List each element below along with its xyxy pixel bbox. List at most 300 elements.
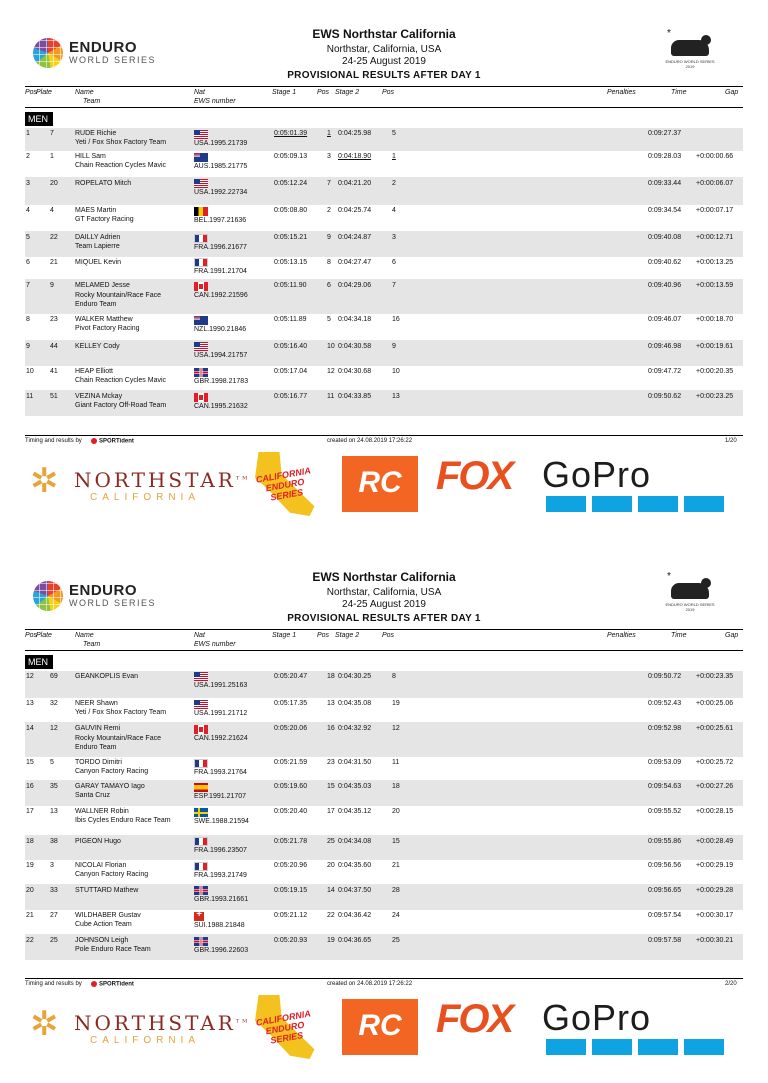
cell-gap: +0:00:13.25 (696, 259, 734, 266)
col-time: Time (671, 632, 687, 639)
flag-aus-icon (194, 153, 208, 162)
table-row (25, 232, 743, 257)
cell-pos: 22 (26, 937, 34, 944)
cell-stage2-time: 0:04:34.08 (338, 838, 372, 845)
column-headers (25, 629, 743, 651)
cell-gap: +0:00:29.19 (696, 862, 734, 869)
cell-ews-number: FRA.1993.21764 (194, 769, 247, 776)
cell-team: GT Factory Racing (75, 216, 134, 223)
page-header (0, 543, 768, 635)
cell-plate: 4 (50, 207, 54, 214)
flag-fra-icon (194, 862, 208, 871)
col-plate: Plate (36, 89, 52, 96)
cell-plate: 12 (50, 725, 58, 732)
cell-stage1-pos: 9 (327, 234, 331, 241)
flag-usa-icon (194, 700, 208, 709)
cell-name: GAUVIN Remi (75, 725, 121, 732)
cell-total-time: 0:09:46.98 (648, 343, 682, 350)
cell-team: Rocky Mountain/Race Face Enduro Team (75, 292, 161, 308)
table-row (25, 314, 743, 341)
cell-pos: 13 (26, 700, 34, 707)
page-header (0, 0, 768, 92)
flag-fra-icon (194, 234, 208, 243)
cell-stage2-pos: 18 (392, 783, 400, 790)
cell-pos: 15 (26, 759, 34, 766)
flag-fra-icon (194, 837, 208, 846)
table-row (25, 860, 743, 885)
sportident-text: SPORTident (99, 438, 134, 445)
cell-pos: 3 (26, 180, 30, 187)
fox-logo: FOX (436, 454, 513, 498)
cell-team: Yeti / Fox Shox Factory Team (75, 709, 167, 716)
table-row (25, 178, 743, 205)
table-row (25, 836, 743, 860)
cell-team: Rocky Mountain/Race Face Enduro Team (75, 735, 161, 751)
cell-pos: 10 (26, 368, 34, 375)
cell-total-time: 0:09:50.72 (648, 673, 682, 680)
cell-pos: 12 (26, 673, 34, 680)
cell-stage2-time: 0:04:18.90 (338, 153, 372, 160)
cell-stage1-pos: 22 (327, 912, 335, 919)
cell-total-time: 0:09:40.08 (648, 234, 682, 241)
cell-stage1-pos: 23 (327, 759, 335, 766)
cell-ews-number: BEL.1997.21636 (194, 217, 247, 224)
cell-team: Canyon Factory Racing (75, 768, 149, 775)
cell-stage1-time: 0:05:16.77 (274, 393, 308, 400)
table-row (25, 205, 743, 232)
results-page-1 (0, 0, 768, 540)
cell-plate: 25 (50, 937, 58, 944)
cell-gap: +0:00:06.07 (696, 180, 734, 187)
cell-pos: 4 (26, 207, 30, 214)
cell-name: VEZINA Mckay (75, 393, 123, 400)
results-table (25, 128, 743, 416)
flag-fra-icon (194, 759, 208, 768)
cell-stage2-pos: 11 (392, 759, 400, 766)
cell-stage2-pos: 28 (392, 887, 400, 894)
cell-ews-number: GBR.1993.21661 (194, 896, 249, 903)
cell-stage1-time: 0:05:13.15 (274, 259, 308, 266)
col-pos: Pos (25, 632, 38, 639)
race-face-logo: RC (342, 999, 418, 1055)
cell-total-time: 0:09:57.58 (648, 937, 682, 944)
flag-can-icon (194, 282, 208, 291)
cell-ews-number: CAN.1995.21632 (194, 403, 248, 410)
table-row (25, 671, 743, 698)
event-dates: 24-25 August 2019 (342, 599, 426, 610)
cell-stage1-time: 0:05:17.35 (274, 700, 308, 707)
results-table (25, 671, 743, 960)
col-pos2: Pos (382, 89, 395, 96)
table-row (25, 723, 743, 757)
flag-gbr-icon (194, 937, 208, 946)
cell-gap: +0:00:28.15 (696, 808, 734, 815)
col-gap: Gap (725, 89, 739, 96)
california-bear-badge-icon (662, 30, 718, 68)
cell-stage2-pos: 20 (392, 808, 400, 815)
cell-total-time: 0:09:46.07 (648, 316, 682, 323)
col-ews: EWS number (194, 98, 236, 105)
footer-created: created on 24.08.2019 17:26:22 (327, 981, 413, 987)
cell-pos: 9 (26, 343, 30, 350)
cell-stage1-time: 0:05:20.96 (274, 862, 308, 869)
cell-ews-number: FRA.1991.21704 (194, 268, 247, 275)
cell-total-time: 0:09:47.72 (648, 368, 682, 375)
cell-stage2-time: 0:04:30.58 (338, 343, 372, 350)
col-pos: Pos (25, 89, 38, 96)
cell-stage1-time: 0:05:21.12 (274, 912, 308, 919)
cell-pos: 20 (26, 887, 34, 894)
flag-bel-icon (194, 207, 208, 216)
cell-gap: +0:00:25.06 (696, 700, 734, 707)
cell-name: MELAMED Jesse (75, 282, 130, 289)
cell-name: TORDO Dimitri (75, 759, 122, 766)
cell-gap: +0:00:12.71 (696, 234, 734, 241)
cell-stage2-pos: 6 (392, 259, 396, 266)
cell-stage1-pos: 7 (327, 180, 331, 187)
cell-gap: +0:00:00.66 (696, 153, 734, 160)
cell-stage1-pos: 12 (327, 368, 335, 375)
col-pos1: Pos (317, 89, 330, 96)
logo-text: ENDURO (69, 582, 138, 599)
cell-pos: 11 (26, 393, 34, 400)
cell-stage1-time: 0:05:11.89 (274, 316, 307, 323)
table-row (25, 366, 743, 391)
cell-stage1-time: 0:05:20.06 (274, 725, 308, 732)
gopro-logo: GoPro (542, 454, 738, 514)
cell-ews-number: FRA.1993.21749 (194, 872, 247, 879)
results-subtitle: PROVISIONAL RESULTS AFTER DAY 1 (287, 613, 481, 624)
table-row (25, 257, 743, 280)
cell-gap: +0:00:07.17 (696, 207, 734, 214)
page-footer (25, 978, 743, 988)
table-row (25, 910, 743, 935)
col-stage1: Stage 1 (272, 89, 297, 96)
table-row (25, 806, 743, 836)
col-stage1: Stage 1 (272, 632, 297, 639)
cell-stage1-pos: 13 (327, 700, 335, 707)
cell-stage1-pos: 16 (327, 725, 335, 732)
sponsor-banner (30, 448, 740, 520)
cell-stage1-time: 0:05:09.13 (274, 153, 308, 160)
cell-team: Yeti / Fox Shox Factory Team (75, 139, 167, 146)
page-title: EWS Northstar California (312, 27, 456, 41)
cell-plate: 33 (50, 887, 58, 894)
cell-name: GEANKOPLIS Evan (75, 673, 139, 680)
california-bear-badge-icon (662, 573, 718, 611)
cell-stage1-pos: 8 (327, 259, 331, 266)
cell-stage1-time: 0:05:08.80 (274, 207, 308, 214)
col-team: Team (83, 98, 101, 105)
table-row (25, 280, 743, 314)
california-enduro-series-logo: CALIFORNIA ENDURO SERIES (238, 991, 330, 1061)
cell-name: WILDHABER Gustav (75, 912, 141, 919)
cell-stage2-time: 0:04:35.12 (338, 808, 372, 815)
cell-plate: 5 (50, 759, 54, 766)
col-penalties: Penalties (607, 89, 636, 96)
cell-stage2-pos: 19 (392, 700, 400, 707)
snowflake-icon: ✲ (30, 462, 59, 500)
cell-team: Pole Enduro Race Team (75, 946, 151, 953)
cell-stage2-time: 0:04:36.65 (338, 937, 372, 944)
cell-ews-number: SWE.1988.21594 (194, 818, 249, 825)
col-time: Time (671, 89, 687, 96)
badge-star: * (667, 28, 671, 39)
cell-stage2-time: 0:04:25.74 (338, 207, 372, 214)
cell-pos: 19 (26, 862, 34, 869)
cell-ews-number: FRA.1996.23507 (194, 847, 247, 854)
section-label: MEN (25, 655, 53, 669)
table-row (25, 781, 743, 806)
flag-can-icon (194, 393, 208, 402)
california-enduro-series-logo: CALIFORNIA ENDURO SERIES (238, 448, 330, 518)
cell-gap: +0:00:18.70 (696, 316, 734, 323)
cell-stage2-time: 0:04:35.60 (338, 862, 372, 869)
cell-name: HEAP Elliott (75, 368, 113, 375)
table-row (25, 341, 743, 366)
flag-esp-icon (194, 783, 208, 792)
column-headers (25, 86, 743, 108)
cell-stage2-pos: 9 (392, 343, 396, 350)
cell-plate: 51 (50, 393, 58, 400)
cell-name: STUTTARD Mathew (75, 887, 139, 894)
cell-stage1-time: 0:05:19.15 (274, 887, 308, 894)
cell-stage2-pos: 21 (392, 862, 400, 869)
cell-ews-number: AUS.1985.21775 (194, 163, 248, 170)
table-row (25, 128, 743, 151)
col-pos1: Pos (317, 632, 330, 639)
cell-pos: 17 (26, 808, 34, 815)
cell-plate: 38 (50, 838, 58, 845)
cell-stage2-pos: 24 (392, 912, 400, 919)
cell-team: Giant Factory Off-Road Team (75, 402, 167, 409)
cell-total-time: 0:09:52.98 (648, 725, 682, 732)
cell-stage1-pos: 11 (327, 393, 335, 400)
cell-name: DAILLY Adrien (75, 234, 121, 241)
cell-gap: +0:00:30.17 (696, 912, 734, 919)
page-title: EWS Northstar California (312, 570, 456, 584)
cell-pos: 16 (26, 783, 34, 790)
cell-total-time: 0:09:33.44 (648, 180, 682, 187)
cell-plate: 23 (50, 316, 58, 323)
cell-stage2-time: 0:04:32.92 (338, 725, 372, 732)
table-row (25, 391, 743, 416)
fox-logo: FOX (436, 997, 513, 1041)
flag-fra-icon (194, 258, 208, 267)
cell-total-time: 0:09:50.62 (648, 393, 682, 400)
cell-stage2-time: 0:04:21.20 (338, 180, 372, 187)
cell-total-time: 0:09:27.37 (648, 130, 682, 137)
cell-plate: 27 (50, 912, 58, 919)
cell-stage2-pos: 4 (392, 207, 396, 214)
cell-plate: 7 (50, 130, 54, 137)
cell-stage2-time: 0:04:25.98 (338, 130, 372, 137)
cell-stage1-pos: 3 (327, 153, 331, 160)
flag-usa-icon (194, 179, 208, 188)
cell-stage1-pos: 10 (327, 343, 335, 350)
logo-subtext: WORLD SERIES (69, 55, 157, 65)
results-subtitle: PROVISIONAL RESULTS AFTER DAY 1 (287, 70, 481, 81)
cell-plate: 35 (50, 783, 58, 790)
cell-stage2-pos: 2 (392, 180, 396, 187)
cell-stage1-time: 0:05:12.24 (274, 180, 308, 187)
cell-stage1-pos: 2 (327, 207, 331, 214)
col-penalties: Penalties (607, 632, 636, 639)
cell-total-time: 0:09:52.43 (648, 700, 682, 707)
flag-can-icon (194, 725, 208, 734)
badge-caption: ENDURO WORLD SERIES 2019 (665, 59, 715, 69)
cell-stage2-time: 0:04:37.50 (338, 887, 372, 894)
cell-ews-number: CAN.1992.21596 (194, 292, 248, 299)
cell-gap: +0:00:25.72 (696, 759, 734, 766)
cell-team: Canyon Factory Racing (75, 871, 149, 878)
flag-gbr-icon (194, 886, 208, 895)
cell-stage2-pos: 8 (392, 673, 396, 680)
footer-timing: Timing and results by (25, 981, 82, 987)
logo-subtext: WORLD SERIES (69, 598, 157, 608)
cell-name: RUDE Richie (75, 130, 117, 137)
cell-team: Santa Cruz (75, 792, 111, 799)
snowflake-icon: ✲ (30, 1005, 59, 1043)
cell-gap: +0:00:20.35 (696, 368, 734, 375)
cell-gap: +0:00:29.28 (696, 887, 734, 894)
cell-stage1-pos: 25 (327, 838, 335, 845)
cell-total-time: 0:09:56.65 (648, 887, 682, 894)
table-row (25, 885, 743, 910)
cell-plate: 32 (50, 700, 58, 707)
cell-plate: 22 (50, 234, 58, 241)
col-gap: Gap (725, 632, 739, 639)
footer-created: created on 24.08.2019 17:26:22 (327, 438, 413, 444)
cell-ews-number: USA.1991.21712 (194, 710, 248, 717)
cell-total-time: 0:09:56.56 (648, 862, 682, 869)
cell-stage1-time: 0:05:20.47 (274, 673, 308, 680)
cell-stage1-pos: 15 (327, 783, 335, 790)
northstar-logo: ✲ NORTHSTAR™ CALIFORNIA (30, 1005, 251, 1046)
col-stage2: Stage 2 (335, 632, 360, 639)
cell-stage1-pos: 18 (327, 673, 335, 680)
col-nat: Nat (194, 89, 205, 96)
cell-stage1-pos: 1 (327, 130, 331, 137)
cell-total-time: 0:09:57.54 (648, 912, 682, 919)
cell-total-time: 0:09:55.86 (648, 838, 682, 845)
table-row (25, 698, 743, 723)
col-nat: Nat (194, 632, 205, 639)
cell-plate: 1 (50, 153, 54, 160)
cell-stage2-time: 0:04:31.50 (338, 759, 372, 766)
cell-stage1-time: 0:05:11.90 (274, 282, 307, 289)
cell-stage1-time: 0:05:01.39 (274, 130, 308, 137)
cell-plate: 41 (50, 368, 58, 375)
table-row (25, 757, 743, 781)
sponsor-banner (30, 991, 740, 1063)
flag-usa-icon (194, 130, 208, 139)
footer-page-number: 1/20 (725, 438, 737, 444)
cell-pos: 8 (26, 316, 30, 323)
cell-plate: 9 (50, 282, 54, 289)
cell-total-time: 0:09:55.52 (648, 808, 682, 815)
cell-stage2-time: 0:04:33.85 (338, 393, 372, 400)
cell-ews-number: USA.1994.21757 (194, 352, 248, 359)
col-name: Name (75, 89, 94, 96)
sportident-icon (91, 438, 97, 444)
cell-total-time: 0:09:34.54 (648, 207, 682, 214)
cell-pos: 14 (26, 725, 34, 732)
cell-name: WALKER Matthew (75, 316, 133, 323)
cell-total-time: 0:09:53.09 (648, 759, 682, 766)
col-stage2: Stage 2 (335, 89, 360, 96)
cell-team: Pivot Factory Racing (75, 325, 140, 332)
cell-gap: +0:00:27.26 (696, 783, 734, 790)
cell-gap: +0:00:23.35 (696, 673, 734, 680)
flag-gbr-icon (194, 368, 208, 377)
cell-plate: 44 (50, 343, 58, 350)
cell-stage2-time: 0:04:36.42 (338, 912, 372, 919)
cell-ews-number: USA.1995.21739 (194, 140, 248, 147)
cell-pos: 5 (26, 234, 30, 241)
footer-page-number: 2/20 (725, 981, 737, 987)
page-footer (25, 435, 743, 445)
cell-team: Ibis Cycles Enduro Race Team (75, 817, 171, 824)
cell-team: Chain Reaction Cycles Mavic (75, 162, 167, 169)
cell-stage1-pos: 5 (327, 316, 331, 323)
cell-name: GARAY TAMAYO Iago (75, 783, 145, 790)
table-row (25, 151, 743, 178)
cell-stage2-time: 0:04:35.08 (338, 700, 372, 707)
sportident-text: SPORTident (99, 981, 134, 988)
cell-name: HILL Sam (75, 153, 106, 160)
cell-ews-number: SUI.1988.21848 (194, 922, 245, 929)
cell-stage1-pos: 17 (327, 808, 335, 815)
cell-name: MIQUEL Kevin (75, 259, 122, 266)
flag-usa-icon (194, 342, 208, 351)
cell-stage2-time: 0:04:24.87 (338, 234, 372, 241)
cell-ews-number: ESP.1991.21707 (194, 793, 247, 800)
northstar-logo: ✲ NORTHSTAR™ CALIFORNIA (30, 462, 251, 503)
cell-gap: +0:00:28.49 (696, 838, 734, 845)
cell-stage2-pos: 10 (392, 368, 400, 375)
cell-stage2-pos: 15 (392, 838, 400, 845)
cell-stage1-time: 0:05:21.59 (274, 759, 308, 766)
cell-stage1-time: 0:05:21.78 (274, 838, 308, 845)
cell-stage2-pos: 25 (392, 937, 400, 944)
cell-ews-number: FRA.1996.21677 (194, 244, 247, 251)
flag-usa-icon (194, 672, 208, 681)
cell-ews-number: USA.1991.25163 (194, 682, 248, 689)
cell-gap: +0:00:13.59 (696, 282, 734, 289)
cell-stage1-time: 0:05:16.40 (274, 343, 308, 350)
col-ews: EWS number (194, 641, 236, 648)
cell-pos: 7 (26, 282, 30, 289)
cell-stage1-time: 0:05:20.93 (274, 937, 308, 944)
cell-stage2-time: 0:04:27.47 (338, 259, 372, 266)
cell-stage1-time: 0:05:17.04 (274, 368, 308, 375)
cell-stage2-time: 0:04:34.18 (338, 316, 372, 323)
cell-name: NEER Shawn (75, 700, 118, 707)
cell-stage2-pos: 7 (392, 282, 396, 289)
cell-team: Cube Action Team (75, 921, 132, 928)
cell-stage2-pos: 1 (392, 153, 396, 160)
section-label: MEN (25, 112, 53, 126)
cell-pos: 21 (26, 912, 34, 919)
cell-name: WALLNER Robin (75, 808, 129, 815)
cell-plate: 3 (50, 862, 54, 869)
cell-total-time: 0:09:54.63 (648, 783, 682, 790)
cell-stage1-time: 0:05:20.40 (274, 808, 308, 815)
cell-plate: 13 (50, 808, 58, 815)
cell-stage1-time: 0:05:15.21 (274, 234, 308, 241)
cell-ews-number: GBR.1998.21783 (194, 378, 249, 385)
